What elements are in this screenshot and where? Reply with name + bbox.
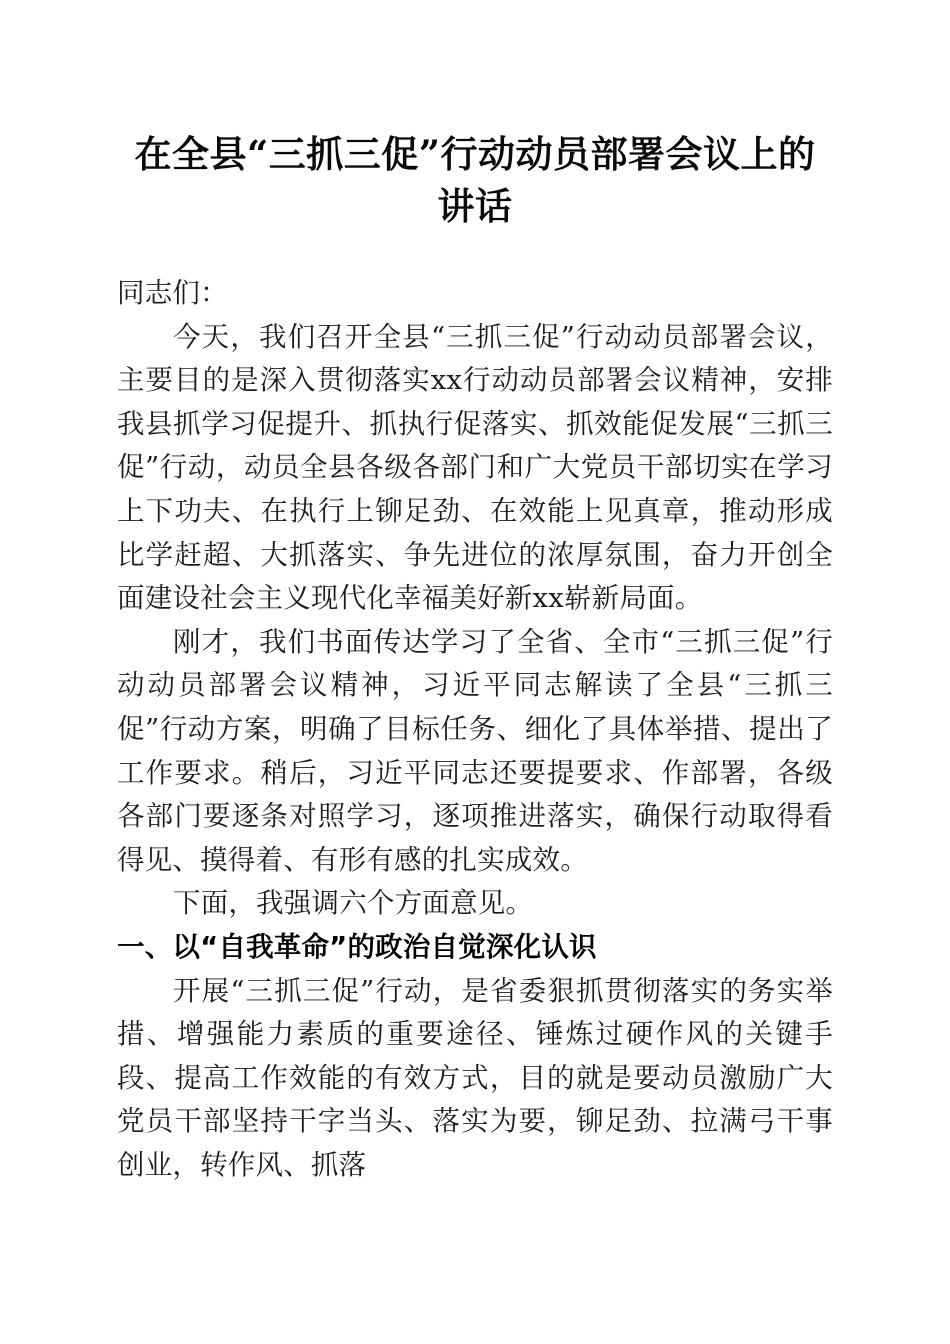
salutation-line: 同志们： <box>117 277 228 309</box>
body-paragraph-4: 开展“三抓三促”行动，是省委狠抓贯彻落实的务实举措、增强能力素质的重要途径、锤炼过硬作风的关键手段、提高工作效能的有效方式，目的就是要动员激励广大党员干部坚持干字当头、落实为要，铆足劲、拉满弓干事创业，转作风、抓落 <box>117 974 833 1181</box>
section-heading-1: 一、以“自我革命”的政治自觉深化认识 <box>117 930 597 963</box>
body-paragraph-2: 刚才，我们书面传达学习了全省、全市“三抓三促”行动动员部署会议精神，习近平同志解读了全县“三抓三促”行动方案，明确了目标任务、细化了具体举措、提出了工作要求。稍后，习近平同志还要提要求、作部署，各级各部门要逐条对照学习，逐项推进落实，确保行动取得看得见、摸得着、有形有感的扎实成效。 <box>117 625 833 876</box>
body-paragraph-1: 今天，我们召开全县“三抓三促”行动动员部署会议，主要目的是深入贯彻落实xx行动动员部署会议精神，安排我县抓学习促提升、抓执行促落实、抓效能促发展“三抓三促”行动，动员全县各级各部门和广大党员干部切实在学习上下功夫、在执行上铆足劲、在效能上见真章，推动形成比学赶超、大抓落实、争先进位的浓厚氛围，奋力开创全面建设社会主义现代化幸福美好新xx崭新局面。 <box>117 320 833 615</box>
body-paragraph-3: 下面，我强调六个方面意见。 <box>173 887 534 920</box>
page-title: 在全县“三抓三促”行动动员部署会议上的讲话 <box>134 132 816 228</box>
document-body <box>117 272 833 1187</box>
